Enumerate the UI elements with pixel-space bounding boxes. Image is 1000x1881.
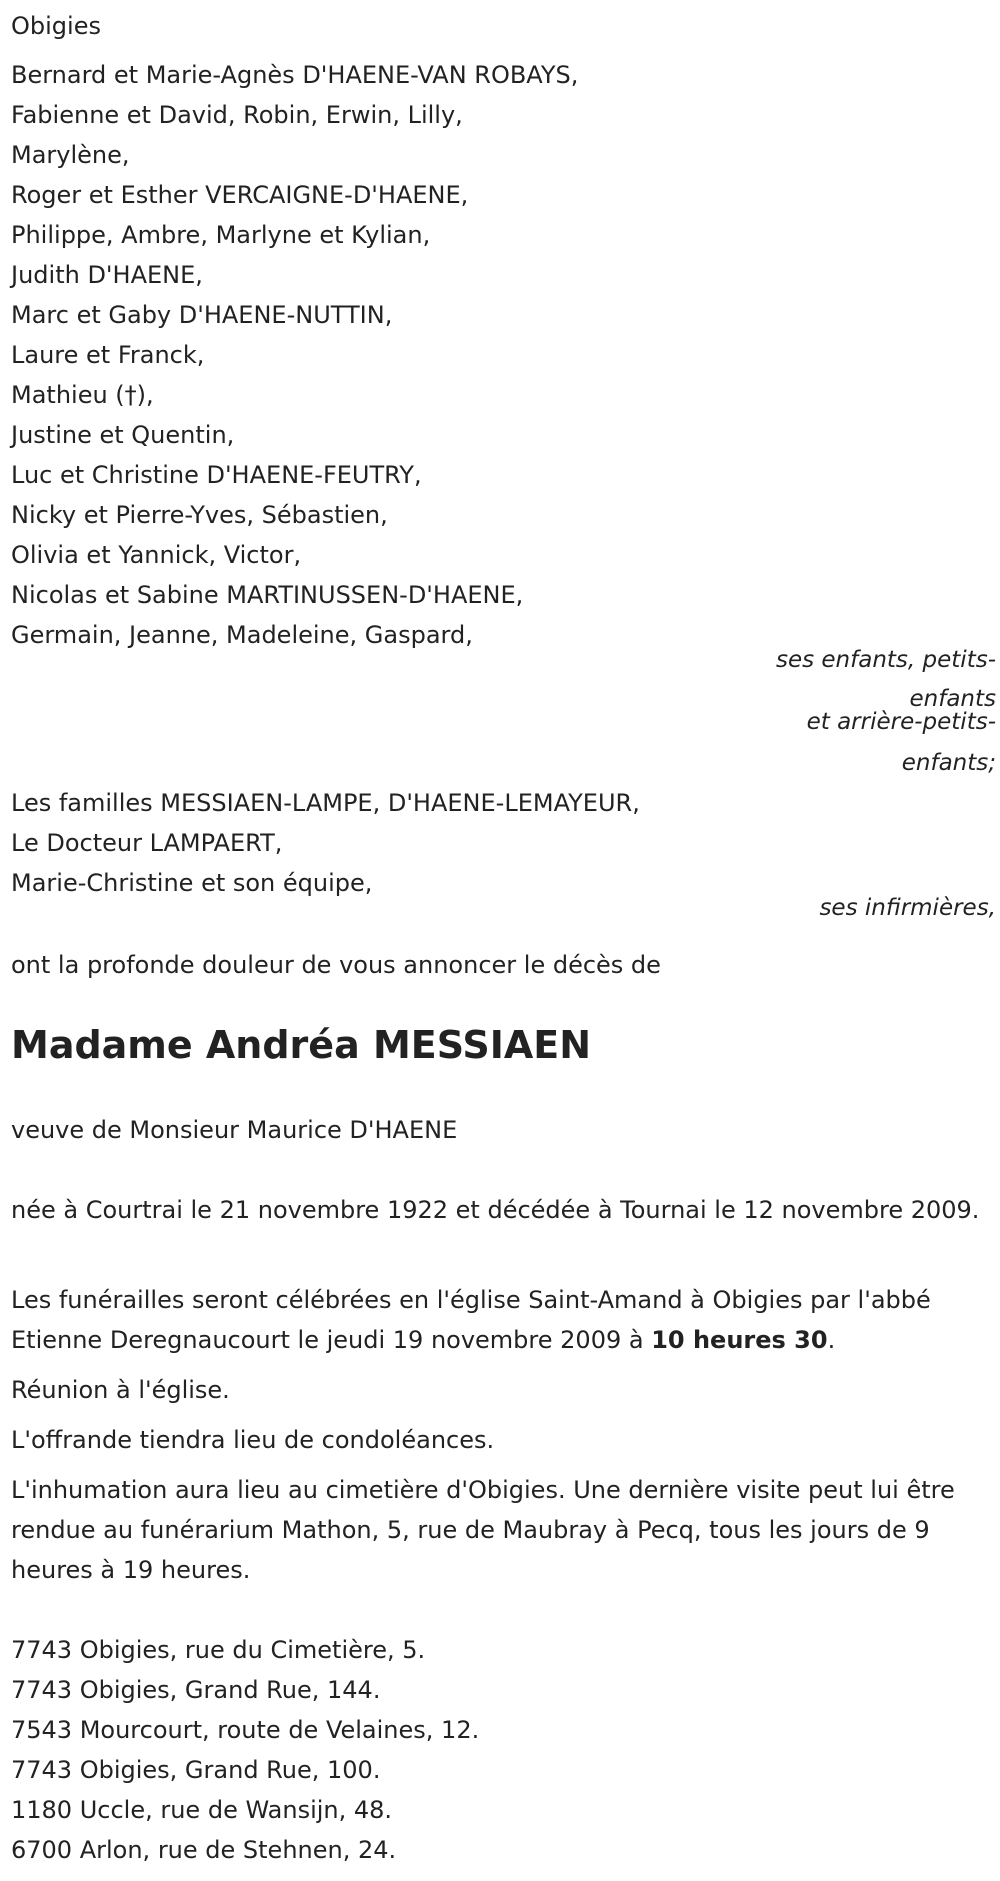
family-line: Philippe, Ambre, Marlyne et Kylian, — [11, 221, 431, 249]
address-line: 7743 Obigies, rue du Cimetière, 5. — [11, 1636, 426, 1664]
family-line: Fabienne et David, Robin, Erwin, Lilly, — [11, 101, 463, 129]
others-role: ses infirmières, — [819, 895, 996, 921]
family-line: Luc et Christine D'HAENE-FEUTRY, — [11, 461, 422, 489]
burial-info: L'inhumation aura lieu au cimetière d'Obigies. Une dernière visite peut lui être rendue au funérarium Mathon, 5, rue de Maubray à Pecq, tous les jours de 9 heures à 19 heures. — [11, 1476, 955, 1584]
family-line: Nicky et Pierre-Yves, Sébastien, — [11, 501, 388, 529]
widow-of: veuve de Monsieur Maurice D'HAENE — [11, 1116, 458, 1144]
address-line: 6700 Arlon, rue de Stehnen, 24. — [11, 1836, 397, 1864]
family-line: Marc et Gaby D'HAENE-NUTTIN, — [11, 301, 393, 329]
funeral-info — [11, 1280, 1000, 1360]
birth-death: née à Courtrai le 21 novembre 1922 et décédée à Tournai le 12 novembre 2009. — [11, 1196, 980, 1224]
deceased-name: Madame Andréa MESSIAEN — [11, 1023, 592, 1067]
funeral-text: Les funérailles seront célébrées en l'église Saint-Amand à Obigies par l'abbé Etienne Deregnaucourt le jeudi 19 novembre 2009 à — [11, 1286, 931, 1354]
funeral-end: . — [827, 1326, 836, 1354]
family-role-line: et arrière-petits- — [806, 709, 996, 735]
address-line: 7543 Mourcourt, route de Velaines, 12. — [11, 1716, 480, 1744]
family-line: Mathieu (†), — [11, 381, 154, 409]
others-line: Les familles MESSIAEN-LAMPE, D'HAENE-LEMAYEUR, — [11, 789, 640, 817]
announcement: ont la profonde douleur de vous annoncer le décès de — [11, 951, 661, 979]
obituary-page — [11, 0, 996, 1881]
family-line: Marylène, — [11, 141, 130, 169]
address-line: 1180 Uccle, rue de Wansijn, 48. — [11, 1796, 393, 1824]
address-line: 7743 Obigies, Grand Rue, 100. — [11, 1756, 381, 1784]
others-line: Le Docteur LAMPAERT, — [11, 829, 283, 857]
family-line: Nicolas et Sabine MARTINUSSEN-D'HAENE, — [11, 581, 524, 609]
family-line: Germain, Jeanne, Madeleine, Gaspard, — [11, 621, 473, 649]
offering: L'offrande tiendra lieu de condoléances. — [11, 1426, 495, 1454]
funeral-time: 10 heures 30 — [651, 1326, 828, 1354]
family-role-line: enfants — [909, 686, 996, 712]
family-role-line: enfants; — [901, 750, 996, 776]
family-line: Judith D'HAENE, — [11, 261, 203, 289]
others-line: Marie-Christine et son équipe, — [11, 869, 373, 897]
family-role-line: ses enfants, petits- — [775, 647, 996, 673]
family-line: Justine et Quentin, — [11, 421, 235, 449]
family-line: Laure et Franck, — [11, 341, 205, 369]
family-line: Roger et Esther VERCAIGNE-D'HAENE, — [11, 181, 469, 209]
location-heading: Obigies — [11, 12, 101, 40]
address-line: 7743 Obigies, Grand Rue, 144. — [11, 1676, 381, 1704]
family-line: Bernard et Marie-Agnès D'HAENE-VAN ROBAYS, — [11, 61, 579, 89]
family-line: Olivia et Yannick, Victor, — [11, 541, 302, 569]
meeting: Réunion à l'église. — [11, 1376, 230, 1404]
